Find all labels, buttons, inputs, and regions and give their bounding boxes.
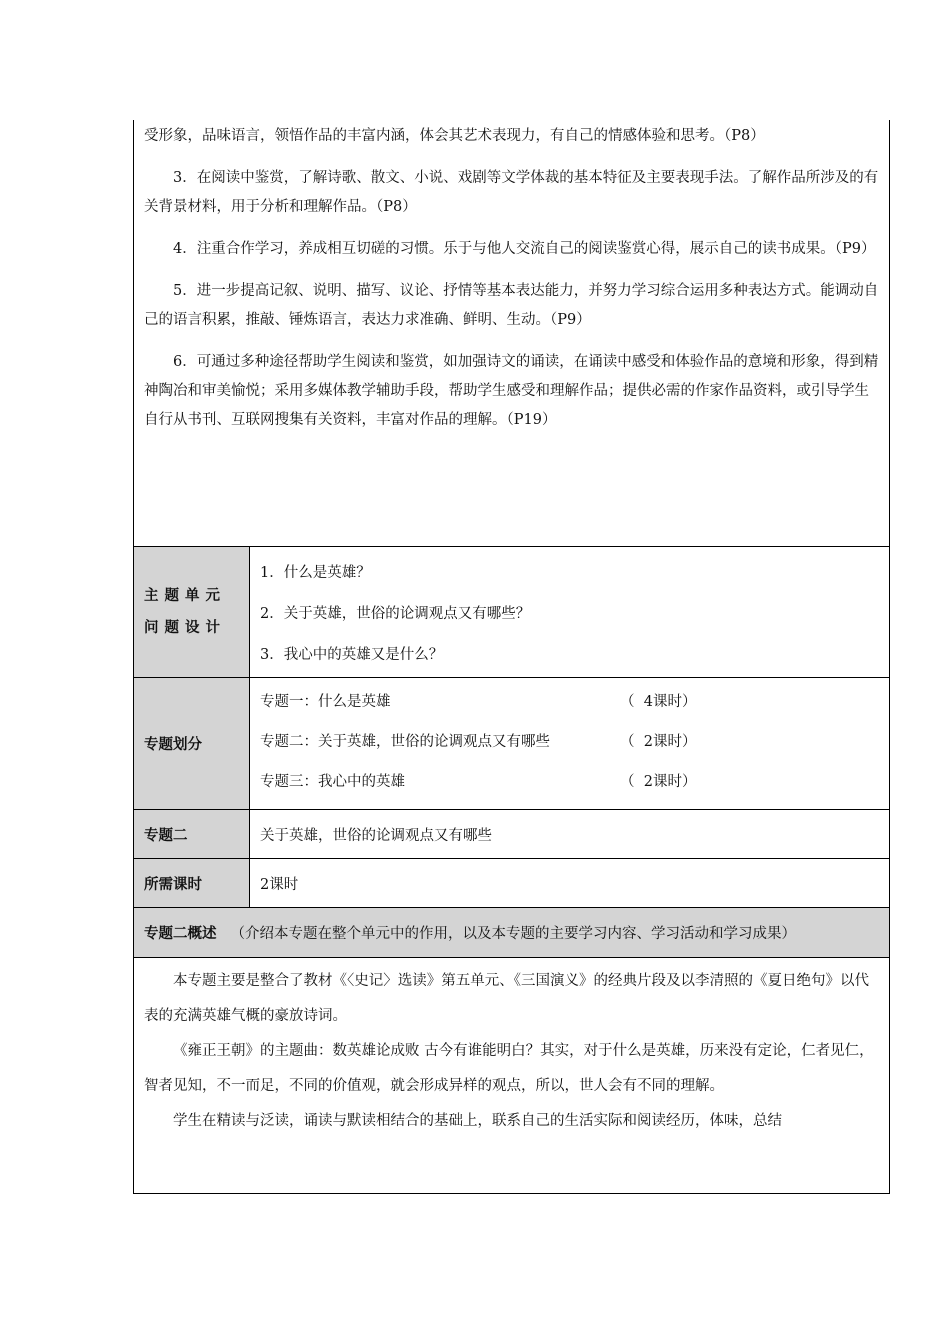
topic-name: 专题一：什么是英雄 [260, 694, 391, 710]
summary-label: 专题二概述 [144, 926, 217, 942]
summary-paragraph: 本专题主要是整合了教材《〈史记〉选读》第五单元、《三国演义》的经典片段及以李清照的《夏日绝句》以代表的充满英雄气概的豪放诗词。 [144, 973, 869, 1024]
topic-item [260, 682, 879, 722]
lesson-table [133, 120, 890, 1194]
intro-paragraph: 3．在阅读中鉴赏，了解诗歌、散文、小说、戏剧等文学体裁的基本特征及主要表现手法。了解作品所涉及的有关背景材料，用于分析和理解作品。（P8） [144, 170, 879, 215]
intro-paragraph: 5．进一步提高记叙、说明、描写、议论、抒情等基本表达能力，并努力学习综合运用多种表达方式。能调动自己的语言积累，推敲、锤炼语言，表达力求准确、鲜明、生动。（P9） [144, 283, 879, 328]
intro-paragraph: 4．注重合作学习，养成相互切磋的习惯。乐于与他人交流自己的阅读鉴赏心得，展示自己的读书成果。（P9） [173, 241, 876, 257]
topics-list [250, 678, 889, 809]
topics-label: 专题划分 [134, 678, 250, 809]
question-item: 1．什么是英雄？ [260, 565, 371, 581]
hours-value: 2课时 [260, 876, 299, 893]
topic2-label: 专题二 [134, 810, 250, 858]
topic2-value: 关于英雄，世俗的论调观点又有哪些 [260, 827, 492, 844]
topic-hours: （ 2课时） [620, 774, 697, 790]
topic-item [260, 762, 879, 802]
intro-paragraph: 受形象，品味语言，领悟作品的丰富内涵，体会其艺术表现力，有自己的情感体验和思考。（P8） [144, 128, 765, 144]
topic-name: 专题三：我心中的英雄 [260, 774, 405, 790]
document-page [133, 120, 890, 1194]
questions-list [250, 547, 889, 677]
hours-label: 所需课时 [134, 859, 250, 907]
questions-row [134, 547, 889, 678]
question-item: 2．关于英雄，世俗的论调观点又有哪些？ [260, 606, 531, 622]
summary-body [134, 958, 889, 1194]
summary-header [134, 908, 889, 958]
topics-row [134, 678, 889, 810]
hours-row [134, 859, 889, 908]
intro-paragraph: 6．可通过多种途径帮助学生阅读和鉴赏，如加强诗文的诵读，在诵读中感受和体验作品的意境和形象，得到精神陶冶和审美愉悦；采用多媒体教学辅助手段，帮助学生感受和理解作品；提供必需的作家作品资料，或引导学生自行从书刊、互联网搜集有关资料，丰富对作品的理解。（P19） [144, 354, 879, 428]
topic-item [260, 722, 879, 762]
topic-hours: （ 2课时） [620, 734, 697, 750]
topic2-row [134, 810, 889, 859]
topic-hours: （ 4课时） [620, 694, 697, 710]
summary-paragraph: 学生在精读与泛读，诵读与默读相结合的基础上，联系自己的生活实际和阅读经历，体味，总结 [173, 1113, 782, 1129]
topic-name: 专题二：关于英雄，世俗的论调观点又有哪些 [260, 734, 550, 750]
standards-block [134, 120, 889, 547]
questions-label: 主题单元问题设计 [134, 547, 250, 677]
summary-note: （介绍本专题在整个单元中的作用，以及本专题的主要学习内容、学习活动和学习成果） [230, 926, 796, 942]
summary-paragraph: 《雍正王朝》的主题曲：数英雄论成败 古今有谁能明白？其实，对于什么是英雄，历来没有定论，仁者见仁，智者见知，不一而足，不同的价值观，就会形成异样的观点，所以，世人会有不同的理解。 [144, 1043, 874, 1094]
question-item: 3．我心中的英雄又是什么？ [260, 647, 444, 663]
